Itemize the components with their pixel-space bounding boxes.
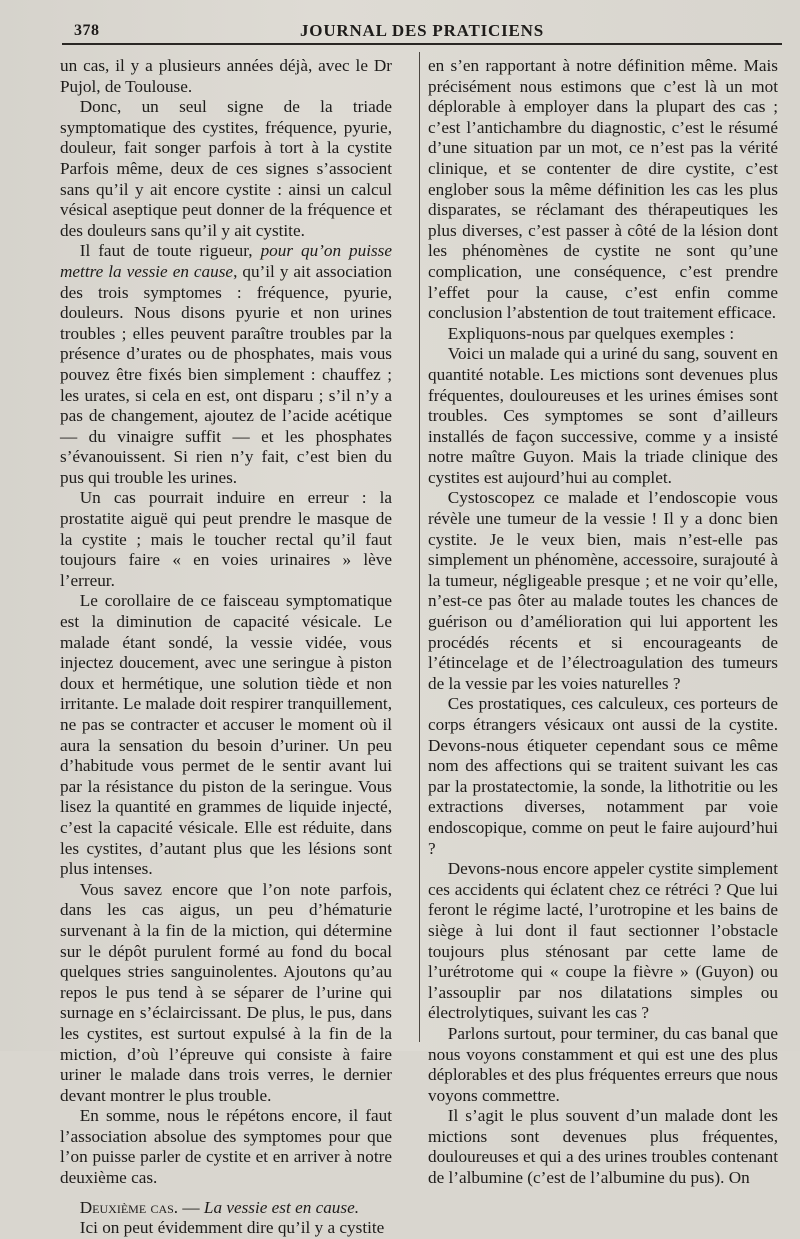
- paragraph: Ces prostatiques, ces calculeux, ces porteurs de corps étrangers vésicaux ont aussi de la cystite. Devons-nous étiqueter cependant sous ce même nom des affections qui se traitent suivant les cas par la prostatectomie, la sonde, la lithotritie ou les extractions diverses, notamment par voie endoscopique, comme on peut le faire aujourd’hui ?: [428, 694, 778, 858]
- column-divider: [419, 52, 420, 1042]
- heading-label: Deuxième cas.: [79, 1197, 179, 1217]
- running-title: JOURNAL DES PRATICIENS: [300, 21, 544, 40]
- paragraph: En somme, nous le répétons encore, il faut l’association absolue des symptomes pour que l’on puisse parler de cystite et en arriver à notre deuxième cas.: [60, 1106, 392, 1188]
- emphasis: pour qu’on puisse mettre la vessie en cause: [60, 241, 392, 281]
- paragraph: Donc, un seul signe de la triade symptomatique des cystites, fréquence, pyurie, douleur, fait songer parfois à tort à la cystite Parfois même, deux de ces signes s’associent sans qu’il y ait encore cystite : ainsi un calcul vésical aseptique peut donner de la fréquence et des douleurs sans qu’il y ait cystite.: [60, 97, 392, 240]
- paragraph: Un cas pourrait induire en erreur : la prostatite aiguë qui peut prendre le masque de la cystite ; mais le toucher rectal qu’il faut toujours faire « en voies urinaires » lève l’erreur.: [60, 488, 392, 590]
- paragraph: Expliquons-nous par quelques exemples :: [447, 323, 735, 343]
- paragraph: en s’en rapportant à notre définition même. Mais précisément nous estimons que c’est là un mot déplorable à employer dans la plupart des cas ; c’est l’antichambre du diagnostic, c’est le résumé d’une situation par un mot, ce n’est pas la vérité clinique, et se contenter de dire cystite, c’est englober sous la même définition les cas les plus disparates, se réclamant des thérapeutiques les plus diverses, c’est passer à côté de la lésion dont les phénomènes de cystite ne sont qu’une complication, une conséquence, c’est prendre l’effet pour la cause, c’est enfin comme conclusion l’abstention de tout traitement efficace.: [428, 56, 778, 323]
- text-run: Il faut de toute rigueur,: [79, 241, 261, 261]
- page-header: [62, 18, 782, 46]
- paragraph: Parlons surtout, pour terminer, du cas banal que nous voyons constamment et qui est une des plus déplorables et des plus fréquentes erreurs que nous voyons commettre.: [428, 1023, 778, 1105]
- paragraph: Cystoscopez ce malade et l’endoscopie vous révèle une tumeur de la vessie ! Il y a donc bien cystite. Je le veux bien, mais n’est-elle pas simplement un phénomène, accessoire, surajouté à la tumeur, négligeable presque ; et ne voir qu’elle, n’est-ce pas ôter au malade toutes les chances de guérison ou d’amélioration qui lui apportent les procédés récents et si encourageants de l’étincelage et de l’électroagulation des tumeurs de la vessie par les voies naturelles ?: [428, 488, 778, 693]
- page-number: 378: [74, 22, 100, 39]
- right-column: [428, 56, 778, 1189]
- section-heading: [60, 1198, 392, 1219]
- paragraph: Voici un malade qui a uriné du sang, souvent en quantité notable. Les mictions sont devenues plus fréquentes, douloureuses et les urines émises sont troubles. Ces symptomes se sont d’ailleurs installés de façon successive, comme y a insisté notre maître Guyon. Mais la triade clinique des cystites est aujourd’hui au complet.: [428, 344, 778, 487]
- paragraph: Le corollaire de ce faisceau symptomatique est la diminution de capacité vésicale. Le malade étant sondé, la vessie vidée, vous injectez doucement, avec une seringue à piston doux et hermétique, une solution tiède et non irritante. Le malade doit respirer tranquillement, ne pas se contracter et accuser le moment où il aura la sensation du besoin d’uriner. Un peu d’habitude vous permet de le sentir avant lui par la résistance du piston de la seringue. Vous lisez la quantité en grammes de liquide injecté, c’est la capacité vésicale. Elle est réduite, dans les cystites, d’autant plus que les lésions sont plus intenses.: [60, 591, 392, 879]
- paragraph: Devons-nous encore appeler cystite simplement ces accidents qui éclatent chez ce rétréci ? Que lui feront le régime lacté, l’urotropine et les bains de siège à lui dont il faut sectionner l’obstacle toujours plus sténosant par cette lame de l’urétrotome qui « coupe la fièvre » (Guyon) ou l’assouplir par nos dilatations simples ou électrolytiques, suivant les cas ?: [428, 859, 778, 1023]
- header-rule: [62, 43, 782, 45]
- paragraph: Vous savez encore que l’on note parfois, dans les cas aigus, un peu d’hématurie survenant à la fin de la miction, qui détermine sur le dépôt purulent formé au fond du bocal quelques stries sanguinolentes. Ajoutons qu’au repos le pus tend à se séparer de l’urine qui surnage en s’éclaircissant. De plus, le pus, dans les cystites, est surtout expulsé à la fin de la miction, d’où l’épreuve qui consiste à faire uriner le malade dans trois verres, le dernier devant montrer le plus trouble.: [60, 879, 392, 1105]
- paragraph: Ici on peut évidemment dire qu’il y a cystite: [79, 1218, 385, 1238]
- paragraph: [60, 241, 392, 488]
- paragraph: Il s’agit le plus souvent d’un malade dont les mictions sont devenues plus fréquentes, douloureuses et qui a des urines troubles contenant de l’albumine (c’est de l’albumine du pus). On: [428, 1106, 778, 1188]
- heading-dash: —: [178, 1197, 204, 1217]
- heading-emphasis: La vessie est en cause.: [203, 1197, 360, 1217]
- left-column: [60, 56, 392, 1239]
- paragraph: un cas, il y a plusieurs années déjà, avec le Dr Pujol, de Toulouse.: [60, 56, 392, 96]
- text-run: , qu’il y ait association des trois symptomes : fréquence, pyurie, douleurs. Nous disons pyurie et non urines troubles ; elles peuvent paraître troubles par la présence d’urates ou de phosphates, mais vous pouvez être fixés bien simplement : chauffez ; les urates, si cela en est, ont disparu ; s’il n’y a pas de changement, ajoutez de l’acide acétique — du vinaigre suffit — et les phosphates s’évanouissent. Si rien n’y fait, c’est bien du pus qui trouble les urines.: [60, 261, 392, 487]
